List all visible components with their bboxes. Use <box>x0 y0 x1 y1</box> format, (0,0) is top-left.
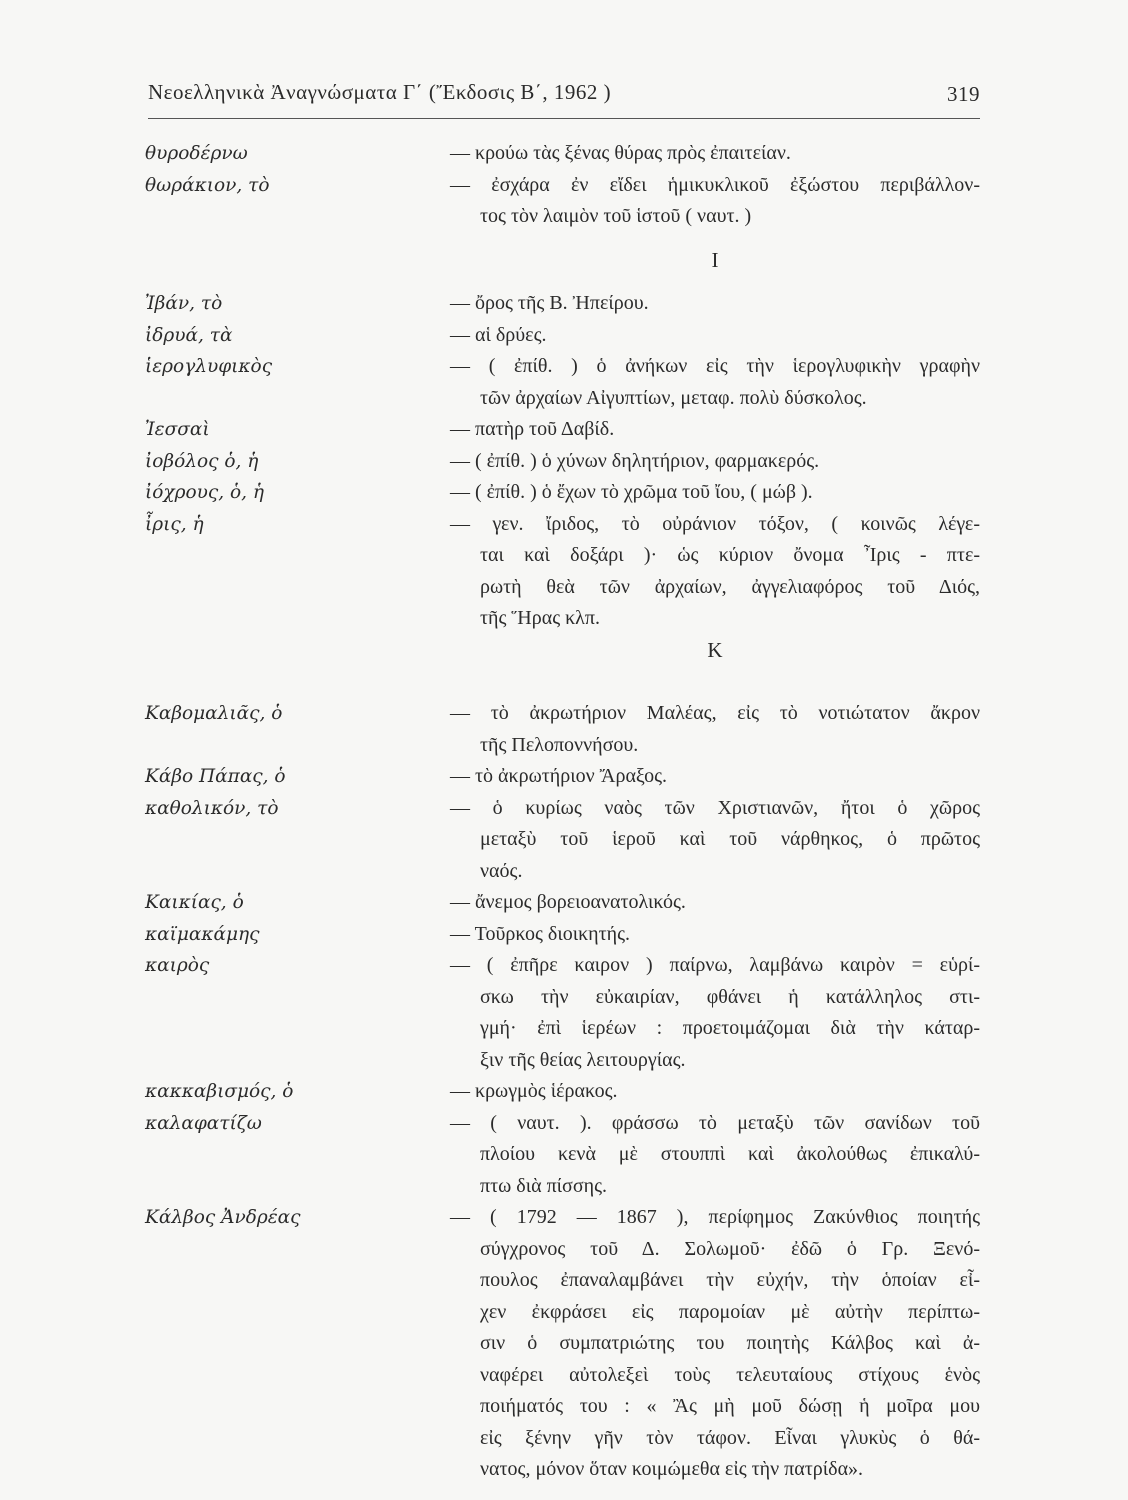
entry-definition <box>450 698 980 761</box>
definition-line: ται καὶ δοξάρι )· ὡς κύριον ὄνομα Ἶρις - πτε- <box>480 544 980 566</box>
entry-term: καϊμακάμης <box>145 923 260 945</box>
definition-line: χεν ἐκφράσει εἰς παρομοίαν μὲ αὐτὴν περίπτω- <box>480 1300 980 1323</box>
entry-term: ἰδρυά, τὰ <box>145 324 233 346</box>
definition-line: πλοίου κενὰ μὲ στουππὶ καὶ ἀκολούθως ἐπικαλύ- <box>480 1143 980 1165</box>
glossary-entry <box>145 950 985 1076</box>
definition-line: γμή· ἐπὶ ἱερέων : προετοιμάζομαι διὰ τὴν κάταρ- <box>480 1017 980 1039</box>
glossary-entry <box>145 887 985 919</box>
glossary-entry <box>145 509 985 635</box>
entry-definition <box>450 887 980 919</box>
glossary-entry <box>145 919 985 951</box>
entry-definition <box>450 138 980 170</box>
definition-line: τῆς Πελοποννήσου. <box>480 733 639 756</box>
definition-line: — τὸ ἀκρωτήριον Μαλέας, εἰς τὸ νοτιώτατον ἄκρον <box>450 702 980 724</box>
glossary-entry <box>145 761 985 793</box>
glossary-entry <box>145 320 985 352</box>
glossary-entry <box>145 793 985 888</box>
entry-definition <box>450 509 980 635</box>
entry-term: Ἰβάν, τὸ <box>145 293 223 314</box>
entry-term: κακκαβισμός, ὁ <box>145 1081 294 1102</box>
definition-line: τῆς Ἥρας κλπ. <box>480 607 600 629</box>
glossary-entry <box>145 698 985 761</box>
entry-definition <box>450 1202 980 1486</box>
entry-term: ἰόχρους, ὁ, ἡ <box>145 482 264 503</box>
header-title: Νεοελληνικὰ Ἀναγνώσματα Γ΄ (Ἔκδοσις Β΄, 1962 ) <box>148 80 612 104</box>
definition-line: σκω τὴν εὐκαιρίαν, φθάνει ἡ κατάλληλος στι- <box>480 985 980 1008</box>
glossary-entry <box>145 170 985 233</box>
entry-term: Κάβο Πάπας, ὁ <box>145 766 286 787</box>
entry-definition <box>450 1108 980 1203</box>
definition-line: ξιν τῆς θείας λειτουργίας. <box>480 1048 686 1071</box>
glossary-entry <box>145 138 985 170</box>
entry-term: Καβομαλιᾶς, ὁ <box>145 703 283 724</box>
entry-term: Ἰεσσαὶ <box>145 419 210 440</box>
definition-line: εἰς ξένην γῆν τὸν τάφον. Εἶναι γλυκὺς ὁ θά- <box>480 1426 980 1449</box>
entry-definition <box>450 170 980 233</box>
entry-definition <box>450 351 980 414</box>
entry-term: Κάλβος Ἀνδρέας <box>145 1207 301 1228</box>
entry-definition <box>450 919 980 951</box>
definition-line: μεταξὺ τοῦ ἱεροῦ καὶ τοῦ νάρθηκος, ὁ πρῶτος <box>480 828 980 850</box>
definition-line: πτω διὰ πίσσης. <box>480 1174 608 1197</box>
definition-line: — ( ἐπίθ. ) ὁ ἔχων τὸ χρῶμα τοῦ ἴου, ( μώβ ). <box>450 481 813 503</box>
definition-line: — αἱ δρύες. <box>450 323 547 346</box>
definition-line: — ἄνεμος βορειοανατολικός. <box>450 891 686 913</box>
glossary-entry <box>145 1076 985 1108</box>
entry-definition <box>450 446 980 478</box>
entry-term: ἰοβόλος ὁ, ἡ <box>145 450 259 472</box>
entry-term: ἱερογλυφικὸς <box>145 356 273 377</box>
entry-term: καιρὸς <box>145 955 210 976</box>
definition-line: ρωτὴ θεὰ τῶν ἀρχαίων, ἀγγελιαφόρος τοῦ Διός, <box>480 575 980 598</box>
entry-definition <box>450 761 980 793</box>
glossary-entry <box>145 1108 985 1203</box>
section-letter-i: I <box>711 247 719 272</box>
definition-line: — ( 1792 — 1867 ), περίφημος Ζακύνθιος ποιητής <box>450 1206 980 1228</box>
entry-definition <box>450 288 980 320</box>
definition-line: — ( ἐπίθ. ) ὁ ἀνήκων εἰς τὴν ἱερογλυφικὴν γραφὴν <box>450 355 980 377</box>
definition-line: νατος, μόνον ὅταν κοιμώμεθα εἰς τὴν πατρίδα». <box>480 1458 864 1480</box>
definition-line: — ἐσχάρα ἐν εἴδει ἡμικυκλικοῦ ἐξώστου περιβάλλον- <box>450 173 980 196</box>
definition-line: — ( ναυτ. ). φράσσω τὸ μεταξὺ τῶν σανίδων τοῦ <box>450 1111 980 1134</box>
entry-term: θυροδέρνω <box>145 143 248 164</box>
glossary-entry <box>145 288 985 320</box>
glossary-entry <box>145 477 985 509</box>
glossary-entry <box>145 1202 985 1486</box>
definition-line: — κρωγμὸς ἱέρακος. <box>450 1080 618 1102</box>
entry-term: ἶρις, ἡ <box>145 513 204 535</box>
definition-line: σύγχρονος τοῦ Δ. Σολωμοῦ· ἐδῶ ὁ Γρ. Ξενό- <box>480 1237 980 1260</box>
glossary-entry <box>145 414 985 446</box>
glossary-entry <box>145 446 985 478</box>
entry-definition <box>450 793 980 888</box>
entry-term: θωράκιον, τὸ <box>145 174 270 196</box>
entry-definition <box>450 1076 980 1108</box>
entry-definition <box>450 950 980 1076</box>
running-header <box>148 80 980 105</box>
page-number: 319 <box>947 82 980 106</box>
definition-line: — κρούω τὰς ξένας θύρας πρὸς ἐπαιτείαν. <box>450 142 791 164</box>
definition-line: — Τοῦρκος διοικητής. <box>450 922 631 945</box>
entry-definition <box>450 414 980 446</box>
definition-line: σιν ὁ συμπατριώτης του ποιητὴς Κάλβος καὶ ἀ- <box>480 1332 980 1354</box>
definition-line: — πατὴρ τοῦ Δαβίδ. <box>450 418 615 440</box>
definition-line: ναός. <box>480 859 523 882</box>
header-rule <box>148 118 980 119</box>
entry-term: καλαφατίζω <box>145 1112 262 1134</box>
definition-line: τῶν ἀρχαίων Αἰγυπτίων, μεταφ. πολὺ δύσκολος. <box>480 386 867 409</box>
entry-term: Καικίας, ὁ <box>145 892 244 913</box>
definition-line: — ὁ κυρίως ναὸς τῶν Χριστιανῶν, ἤτοι ὁ χῶρος <box>450 796 980 819</box>
entry-definition <box>450 320 980 352</box>
definition-line: — τὸ ἀκρωτήριον Ἄραξος. <box>450 765 668 787</box>
definition-line: — ( ἐπίθ. ) ὁ χύνων δηλητήριον, φαρμακερός. <box>450 449 820 472</box>
entry-term: καθολικόν, τὸ <box>145 797 279 819</box>
definition-line: τος τὸν λαιμὸν τοῦ ἱστοῦ ( ναυτ. ) <box>480 205 752 227</box>
glossary-entry <box>145 351 985 414</box>
definition-line: — ὄρος τῆς Β. Ἠπείρου. <box>450 292 649 314</box>
definition-line: — ( ἐπῆρε καιρον ) παίρνω, λαμβάνω καιρὸν = εὑρί- <box>450 954 980 976</box>
entry-definition <box>450 477 980 509</box>
glossary <box>145 138 985 1486</box>
section-letter-k: K <box>707 637 723 662</box>
definition-line: ποιήματός του : « Ἂς μὴ μοῦ δώσῃ ἡ μοῖρα μου <box>480 1395 980 1417</box>
definition-line: πουλος ἐπαναλαμβάνει τὴν εὐχήν, τὴν ὁποίαν εἶ- <box>480 1269 980 1291</box>
definition-line: — γεν. ἴριδος, τὸ οὐράνιον τόξον, ( κοινῶς λέγε- <box>450 512 980 535</box>
definition-line: ναφέρει αὐτολεξεὶ τοὺς τελευταίους στίχους ἑνὸς <box>480 1363 980 1386</box>
